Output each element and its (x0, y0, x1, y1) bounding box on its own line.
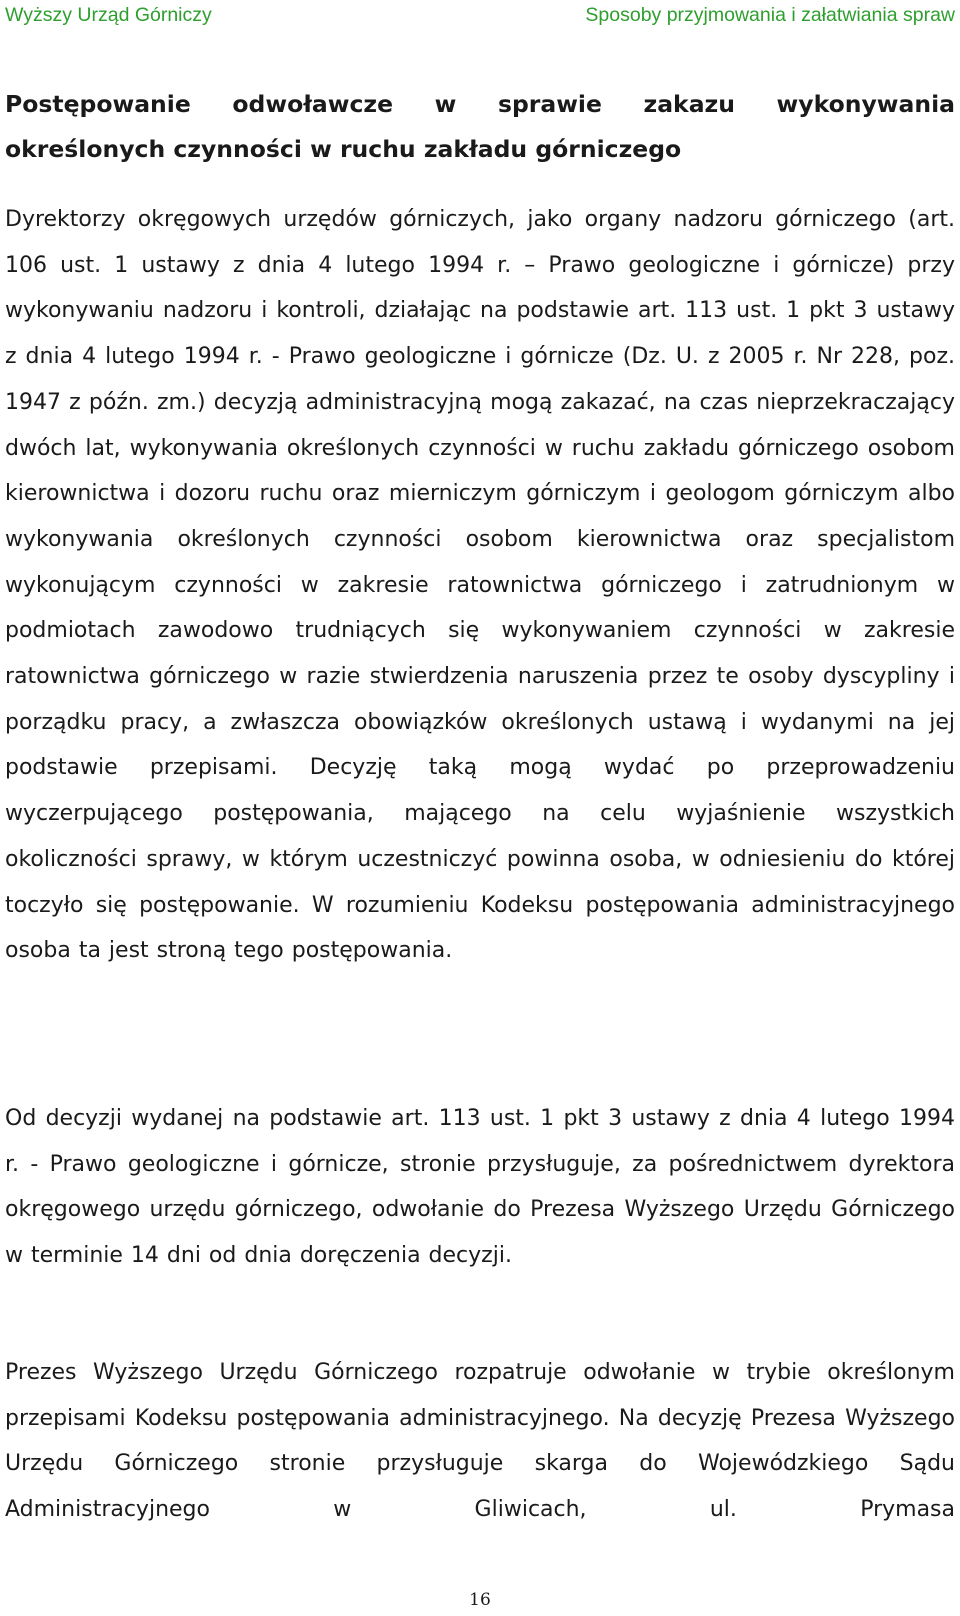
paragraph-appeal-right: Od decyzji wydanej na podstawie art. 113 ust. 1 pkt 3 ustawy z dnia 4 lutego 1994 r. - Prawo geologiczne i górnicze, stronie przysługuje, za pośrednictwem dyrektora okręgowego urzędu górniczego, odwołanie do Prezesa Wyższego Urzędu Górniczego w terminie 14 dni od dnia doręczenia decyzji. (5, 1106, 955, 1269)
paragraph-appeal-review: Prezes Wyższego Urzędu Górniczego rozpatruje odwołanie w trybie określonym przepisami Kodeksu postępowania administracyjnego. Na decyzję Prezesa Wyższego Urzędu Górniczego stronie przysługuje skarga do Wojewódzkiego Sądu Administracyjnego w Gliwicach, ul. Prymasa (5, 1360, 955, 1523)
paragraph-supervision-authority: Dyrektorzy okręgowych urzędów górniczych, jako organy nadzoru górniczego (art. 106 ust. 1 ustawy z dnia 4 lutego 1994 r. – Prawo geologiczne i górnicze) przy wykonywaniu nadzoru i kontroli, działając na podstawie art. 113 ust. 1 pkt 3 ustawy z dnia 4 lutego 1994 r. - Prawo geologiczne i górnicze (Dz. U. z 2005 r. Nr 228, poz. 1947 z późn. zm.) decyzją administracyjną mogą zakazać, na czas nieprzekraczający dwóch lat, wykonywania określonych czynności w ruchu zakładu górniczego osobom kierownictwa i dozoru ruchu oraz mierniczym górniczym i geologom górniczym albo wykonywania określonych czynności osobom kierownictwa oraz specjalistom wykonującym czynności w zakresie ratownictwa górniczego i zatrudnionym w podmiotach zawodowo trudniących się wykonywaniem czynności w zakresie ratownictwa górniczego w razie stwierdzenia naruszenia przez te osoby dyscypliny i porządku pracy, a zwłaszcza obowiązków określonych ustawą i wydanymi na jej podstawie przepisami. Decyzję taką mogą wydać po przeprowadzeniu wyczerpującego postępowania, mającego na celu wyjaśnienie wszystkich okoliczności sprawy, w którym uczestniczyć powinna osoba, w odniesieniu do której toczyło się postępowanie. W rozumieniu Kodeksu postępowania administracyjnego osoba ta jest stroną tego postępowania. (5, 207, 955, 964)
page-header (5, 3, 955, 27)
header-document-title: Sposoby przyjmowania i załatwiania spraw (585, 3, 955, 26)
section-heading: Postępowanie odwoławcze w sprawie zakazu wykonywania określonych czynności w ruchu zakładu górniczego (5, 90, 955, 163)
header-organization-name: Wyższy Urząd Górniczy (5, 3, 212, 26)
page-number: 16 (469, 1590, 491, 1610)
